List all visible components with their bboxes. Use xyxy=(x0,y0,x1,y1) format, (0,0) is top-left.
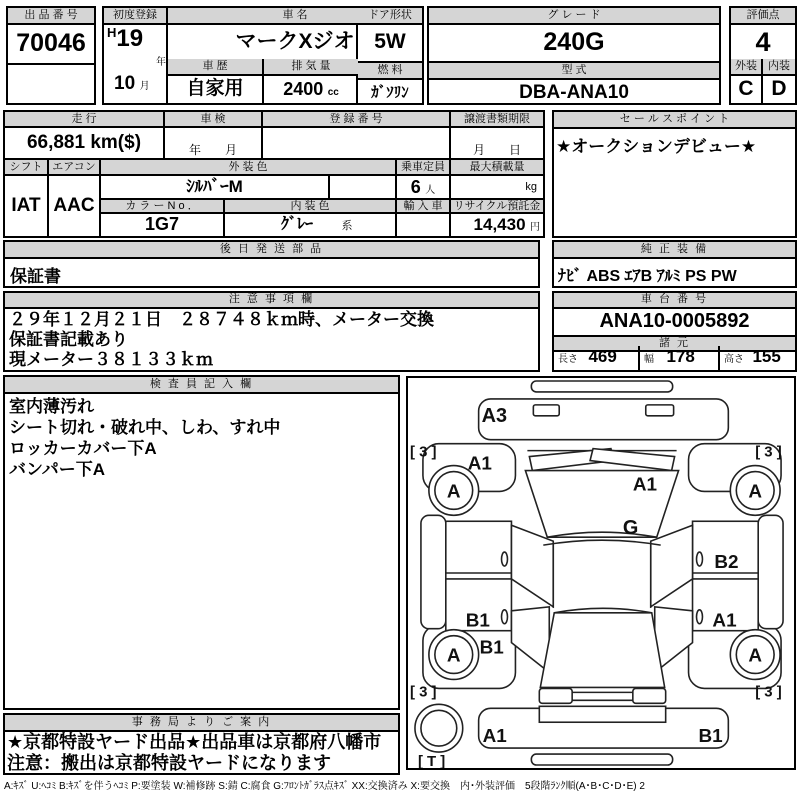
damage-mark: B2 xyxy=(714,552,739,574)
inspector-body xyxy=(5,394,398,482)
int-color-name: ｸﾞﾚｰ xyxy=(281,216,314,233)
max-load-label: 最大積載量 xyxy=(451,160,543,176)
grade-value: 240G xyxy=(429,25,719,63)
shift-label: シフト xyxy=(5,160,49,176)
inspector-line: 室内薄汚れ xyxy=(9,397,94,416)
first-reg-month xyxy=(104,73,166,101)
import-label: 輸 入 車 xyxy=(397,200,451,214)
auction-no-value: 70046 xyxy=(8,25,94,65)
notes-box xyxy=(3,291,540,372)
door-value: 5W xyxy=(358,25,422,63)
int-color-suffix: 系 xyxy=(341,220,353,232)
car-name-label: 車 名 xyxy=(168,8,422,25)
door-label: ドア形状 xyxy=(358,8,422,25)
auction-no-box xyxy=(6,6,96,105)
damage-mark: B1 xyxy=(465,610,490,632)
color-no-value: 1G7 xyxy=(101,214,225,236)
length-value: 469 xyxy=(588,347,617,366)
length-label: 長さ xyxy=(558,354,578,365)
tire-depth-mark: [ 3 ] xyxy=(755,443,782,461)
rear-window xyxy=(540,613,664,688)
capacity-unit: 人 xyxy=(425,185,436,196)
inspector-line: シート切れ・破れ中、しわ、すれ中 xyxy=(9,418,281,437)
rear-molding xyxy=(531,754,672,765)
dimensions-row xyxy=(554,347,795,376)
chassis-box xyxy=(552,291,797,372)
chassis-value: ANA10-0005892 xyxy=(554,309,795,337)
dimensions-label: 諸 元 xyxy=(554,337,795,352)
damage-mark: A1 xyxy=(467,453,492,475)
license-left xyxy=(539,688,572,703)
width-label: 幅 xyxy=(644,354,654,365)
mileage-value: 66,881 km($) xyxy=(5,128,165,160)
shift-value: IAT xyxy=(5,176,49,236)
notes-line: 保証書記載あり xyxy=(9,330,128,349)
rear-left-door-handle xyxy=(502,610,508,624)
model-code-label: 型 式 xyxy=(429,63,719,80)
sales-point-box xyxy=(552,110,797,238)
tire-depth-mark: [ 3 ] xyxy=(755,683,782,701)
grille-left xyxy=(533,405,559,416)
info-table xyxy=(3,110,545,238)
notes-label: 注 意 事 項 欄 xyxy=(5,293,538,309)
displacement-unit: cc xyxy=(327,87,339,98)
year-unit: 年 xyxy=(156,57,166,68)
oem-equipment-value: ﾅﾋﾞ ABS ｴｱB ｱﾙﾐ PS PW xyxy=(558,268,737,285)
tire-depth-mark: [ 3 ] xyxy=(409,683,437,701)
model-code-value: DBA-ANA10 xyxy=(519,82,629,103)
auction-no-empty xyxy=(8,65,94,106)
width-cell xyxy=(640,346,720,370)
score-box xyxy=(729,6,797,105)
rear-right-door-handle xyxy=(697,610,703,624)
notes-line: 現メーター３８１３３ｋｍ xyxy=(9,350,213,369)
recycle-value xyxy=(451,214,543,236)
history-label: 車 歴 xyxy=(168,59,264,76)
damage-mark: A1 xyxy=(712,610,737,632)
capacity-number: 6 xyxy=(410,177,421,197)
inspector-line: バンパー下A xyxy=(9,460,106,479)
name-group-box xyxy=(102,6,424,105)
car-name-col xyxy=(168,8,358,103)
damage-mark: A1 xyxy=(632,474,657,496)
damage-mark: B1 xyxy=(479,637,504,659)
shaken-value: 年 月 xyxy=(165,128,263,160)
length-cell xyxy=(554,346,640,370)
aircon-label: エアコン xyxy=(49,160,101,176)
aircon-value: AAC xyxy=(49,176,101,236)
displacement-label: 排 気 量 xyxy=(264,59,358,76)
exterior-value: C xyxy=(731,76,763,103)
left-sill xyxy=(421,515,446,628)
damage-mark: A1 xyxy=(482,726,507,748)
exterior-label: 外装 xyxy=(731,59,763,76)
damage-mark: B1 xyxy=(698,726,723,748)
reg-no-label: 登 録 番 号 xyxy=(263,112,451,128)
later-parts-box xyxy=(3,240,540,288)
recycle-unit: 円 xyxy=(530,222,540,233)
displacement-value xyxy=(264,76,358,103)
damage-mark: A3 xyxy=(481,404,508,427)
fuel-label: 燃 料 xyxy=(358,63,422,80)
reg-no-value xyxy=(263,128,451,160)
office-label: 事 務 局 よ り ご 案 内 xyxy=(5,715,398,732)
ext-color-value: ｼﾙﾊﾞｰM xyxy=(101,176,330,200)
era-code: H xyxy=(107,25,117,40)
front-left-door-handle xyxy=(502,552,508,566)
spare-tire-mark: [ T ] xyxy=(417,753,446,768)
interior-value: D xyxy=(771,77,787,100)
transfer-label: 譲渡書類期限 xyxy=(451,112,543,128)
trunk-lid xyxy=(539,706,665,722)
score-label: 評価点 xyxy=(731,8,795,25)
height-label: 高さ xyxy=(724,354,744,365)
height-value: 155 xyxy=(752,347,781,366)
front-right-door-handle xyxy=(697,552,703,566)
later-parts-value: 保証書 xyxy=(10,267,61,286)
capacity-label: 乗車定員 xyxy=(397,160,451,176)
interior-label: 内装 xyxy=(763,59,795,76)
office-body xyxy=(5,732,398,774)
notes-body xyxy=(5,309,538,371)
notes-line: ２９年１２月２１日 ２８７４８ｋｍ時、メーター交換 xyxy=(9,310,434,329)
later-parts-label: 後 日 発 送 部 品 xyxy=(5,242,538,259)
tire-depth-mark: [ 3 ] xyxy=(409,443,437,461)
import-value xyxy=(397,214,451,236)
chassis-label: 車 台 番 号 xyxy=(554,293,795,309)
height-cell xyxy=(720,346,795,370)
int-color-value xyxy=(225,214,397,236)
ext-color-extra xyxy=(330,176,397,200)
wheel-mark: A xyxy=(446,645,461,667)
history-value: 自家用 xyxy=(168,76,264,103)
spare-tire-inner xyxy=(421,710,457,746)
car-diagram-box xyxy=(406,376,796,770)
recycle-amount: 14,430 xyxy=(473,215,526,234)
int-color-label: 内 装 色 xyxy=(225,200,397,214)
office-line: ★京都特設ヤード出品★出品車は京都府八幡市 xyxy=(7,732,382,752)
score-value: 4 xyxy=(731,25,795,63)
wheel-mark: A xyxy=(748,645,763,667)
fuel-value: ｶﾞｿﾘﾝ xyxy=(371,84,409,101)
grade-label: グ レ ー ド xyxy=(429,8,719,25)
shaken-label: 車 検 xyxy=(165,112,263,128)
inspector-label: 検 査 員 記 入 欄 xyxy=(5,377,398,394)
damage-mark: G xyxy=(622,517,639,540)
office-box xyxy=(3,713,400,775)
capacity-value xyxy=(397,176,451,200)
front-molding xyxy=(531,381,672,392)
first-reg-year xyxy=(104,25,166,73)
license-right xyxy=(633,688,666,703)
grade-box xyxy=(427,6,721,105)
oem-equipment-box xyxy=(552,240,797,288)
transfer-value: 月 日 xyxy=(451,128,543,160)
sales-point-value: ★オークションデビュー★ xyxy=(556,137,757,156)
car-name-value: マークXジオ xyxy=(168,25,422,63)
cowl-right xyxy=(590,449,675,471)
reg-year: 19 xyxy=(116,25,144,52)
first-reg-label: 初度登録 xyxy=(104,8,166,25)
auction-no-label: 出 品 番 号 xyxy=(8,8,94,25)
car-diagram xyxy=(408,378,794,768)
width-value: 178 xyxy=(666,347,695,366)
mileage-label: 走 行 xyxy=(5,112,165,128)
reg-month: 10 xyxy=(114,73,136,94)
inspector-box xyxy=(3,375,400,710)
oem-equipment-label: 純 正 装 備 xyxy=(554,242,795,259)
grille-right xyxy=(646,405,674,416)
displacement-number: 2400 xyxy=(283,79,324,99)
wheel-mark: A xyxy=(748,481,763,503)
rear-left-window-band xyxy=(511,607,549,673)
color-no-label: カ ラ ー N o ． xyxy=(101,200,225,214)
ext-color-label: 外 装 色 xyxy=(101,160,397,176)
max-load-value: kg xyxy=(451,176,543,200)
front-bumper xyxy=(479,399,729,440)
sales-point-label: セ ー ル ス ポ イ ン ト xyxy=(554,112,795,129)
first-reg-col xyxy=(104,8,168,103)
recycle-label: リサイクル預託金 xyxy=(451,200,543,214)
month-unit: 月 xyxy=(139,81,150,92)
right-sill xyxy=(758,515,783,628)
door-col xyxy=(358,8,422,103)
office-line: 注意：搬出は京都特設ヤードになります xyxy=(7,753,331,773)
inspector-line: ロッカーカバー下A xyxy=(9,439,157,458)
wheel-mark: A xyxy=(446,481,461,503)
legend-text: A:ｷｽﾞ U:ﾍｺﾐ B:ｷｽﾞを伴うﾍｺﾐ P:要塗装 W:補修跡 S:錆 C:腐食 G:ﾌﾛﾝﾄｶﾞﾗｽ点ｷｽﾞ XX:交換済み X:要交換 内･外装評価 5段階ﾗﾝｸ順(A･B･C･D･E) 2 xyxy=(4,781,645,792)
